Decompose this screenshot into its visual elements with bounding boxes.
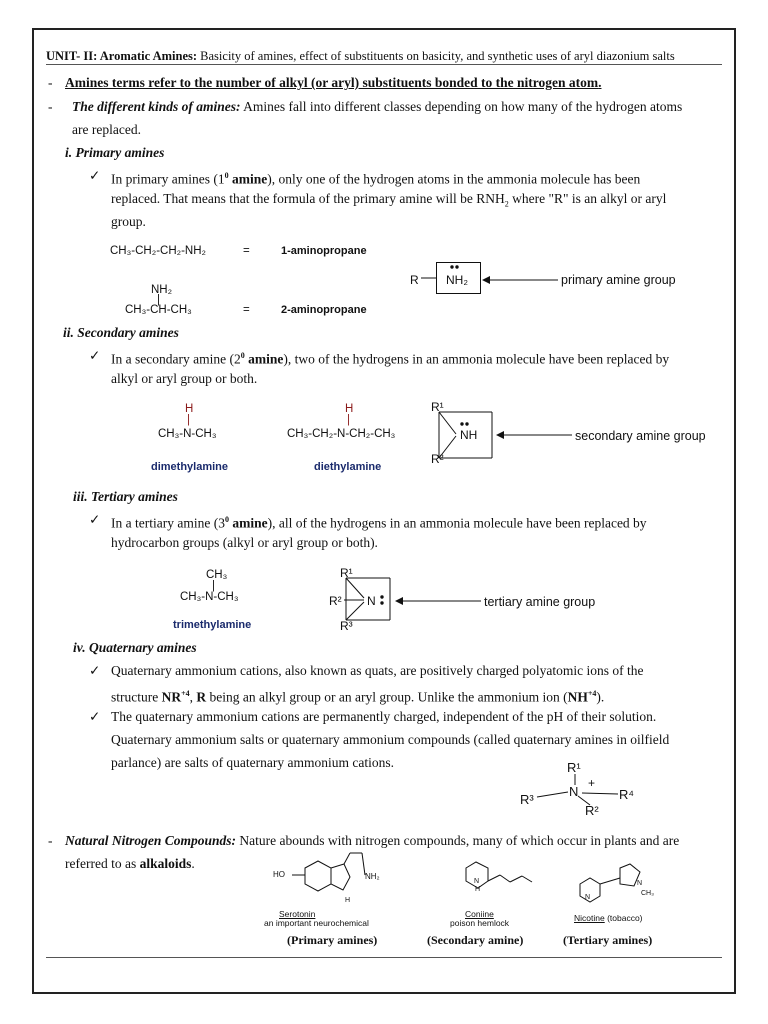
nicotine-n: N [637, 880, 643, 887]
isopropylamine-formula: CH₃-CH-CH₃ [125, 304, 192, 316]
quat-r4: R⁴ [619, 787, 634, 802]
bond-line [500, 875, 510, 882]
primary-text-2: replaced. That means that the formula of the primary amine will be $RNH_2$ where "R" is an alkyl or aryl [111, 191, 667, 209]
lone-pair [466, 423, 468, 425]
diethylamine-formula: CH₃-CH₂-N-CH₂-CH₃ [287, 428, 396, 440]
diethyl-h: H [345, 403, 354, 415]
bond-line: | [347, 414, 350, 426]
bond-line [344, 853, 350, 864]
dimethylamine-formula: CH₃-N-CH₃ [158, 428, 217, 440]
quaternary-text-2: structure $NR^{+4}$, R being an alkyl group or an aryl group. Unlike the ammonium ion $(NH^{+4})$. [111, 689, 605, 705]
quat-r2: R² [585, 803, 599, 818]
n-group: N [367, 594, 376, 608]
nicotine-label: Nicotine (tobacco) [574, 913, 643, 923]
bond-line: | [157, 294, 160, 306]
serotonin-nh2: NH₂ [365, 872, 380, 881]
r3-label: R³ [340, 619, 353, 633]
dash-bullet: - [48, 75, 53, 90]
propylamine-formula: CH₃-CH₂-CH₂-NH₂ [110, 245, 207, 257]
check-bullet: ✓ [89, 168, 101, 183]
bond-line [522, 876, 532, 882]
trimethyl-ch3: CH₃ [206, 569, 228, 581]
isopropyl-nh2: NH₂ [151, 284, 173, 296]
kinds-line: The different kinds of amines: Amines fall into different classes depending on how many of the hydrogen atoms [72, 99, 683, 114]
bond-line [346, 602, 364, 620]
caption-secondary: (Secondary amine) [427, 933, 524, 947]
bond-line [488, 875, 500, 881]
dash-bullet: - [48, 99, 53, 114]
nicotine-pyridine-n: N [585, 894, 591, 901]
tertiary-heading: iii. Tertiary amines [73, 489, 178, 504]
secondary-text-1: In a secondary amine ($2^0$ amine), two of the hydrogens in an ammonia molecule have been replaced by [111, 351, 670, 367]
diethylamine-name: diethylamine [314, 461, 382, 473]
propylamine-name: 1-aminopropane [281, 245, 367, 257]
bond-line [600, 878, 620, 884]
bond-line [362, 853, 365, 875]
bond-line: | [212, 580, 215, 592]
tertiary-group-label: tertiary amine group [484, 595, 596, 609]
serotonin-label: Serotonin [279, 909, 316, 919]
lone-pair [461, 423, 463, 425]
r1-label: R¹ [340, 566, 353, 580]
trimethylamine-name: trimethylamine [173, 619, 252, 631]
unit-subtitle: Basicity of amines, effect of substituents on basicity, and synthetic uses of aryl diazonium salts [197, 49, 675, 63]
primary-heading: i. Primary amines [65, 145, 165, 160]
isopropylamine-name: 2-aminopropane [281, 304, 367, 316]
r2-label: R² [329, 594, 342, 608]
check-bullet: ✓ [89, 512, 101, 527]
secondary-text-2: alkyl or aryl group or both. [111, 371, 258, 386]
bond-line [537, 792, 568, 797]
bond-line [439, 412, 456, 434]
piperidine-ring [466, 862, 488, 888]
nh-group: NH [460, 428, 478, 442]
natural-line-1: Natural Nitrogen Compounds: Nature abounds with nitrogen compounds, many of which occur in plants and are [65, 833, 680, 848]
nh2-group: NH₂ [446, 273, 468, 287]
coniine-h: H [475, 886, 481, 893]
pyrrolidine-ring [620, 864, 643, 887]
tertiary-text-2: hydrocarbon groups (alkyl or aryl group or both). [111, 535, 378, 550]
secondary-group-label: secondary amine group [575, 429, 706, 443]
dash-bullet: - [48, 833, 53, 848]
coniine-n: N [474, 878, 480, 885]
dimethyl-h: H [185, 403, 194, 415]
kinds-line-2: are replaced. [72, 122, 141, 137]
quaternary-heading: iv. Quaternary amines [73, 640, 197, 655]
equals-sign: = [243, 304, 250, 316]
unit-title: UNIT- II: Aromatic Amines: [46, 49, 198, 63]
quaternary-text-4: Quaternary ammonium salts or quaternary ammonium compounds (called quaternary amines in oilfield [111, 732, 670, 747]
lone-pair [381, 596, 383, 598]
intro-line: Amines terms refer to the number of alkyl (or aryl) substituents bonded to the nitrogen atom. [65, 75, 602, 90]
quaternary-text-5: parlance) are salts of quaternary ammonium cations. [111, 755, 395, 770]
quat-r1: R¹ [567, 760, 581, 775]
bond-line [578, 796, 590, 805]
bond-line [346, 578, 364, 598]
quat-n: N [569, 784, 579, 799]
primary-text-3: group. [111, 214, 146, 229]
dimethylamine-name: dimethylamine [151, 461, 229, 473]
r2-label: R² [431, 452, 444, 466]
r-group: R [410, 273, 419, 287]
r1-label: R¹ [431, 400, 444, 414]
lone-pair [451, 266, 453, 268]
lone-pair [381, 602, 383, 604]
pyridine-ring [580, 878, 600, 902]
quaternary-text-3: The quaternary ammonium cations are permanently charged, independent of the pH of their solution. [111, 709, 657, 724]
coniine-sub: poison hemlock [450, 918, 510, 928]
check-bullet: ✓ [89, 663, 101, 678]
nicotine-ch3: CH₃ [641, 890, 654, 897]
primary-text-1: In primary amines ($1^0$ amine), only one of the hydrogen atoms in the ammonia molecule has been [111, 171, 641, 187]
serotonin-nh: H [345, 897, 351, 904]
coniine-label: Coniine [465, 909, 494, 919]
quat-plus: + [588, 776, 596, 790]
natural-line-2: referred to as alkaloids. [65, 856, 195, 871]
serotonin-sub: an important neurochemical [264, 918, 369, 928]
check-bullet: ✓ [89, 348, 101, 363]
bond-line [582, 793, 618, 794]
benzene-ring [305, 861, 331, 891]
bond-line: | [187, 414, 190, 426]
check-bullet: ✓ [89, 709, 101, 724]
bond-line [439, 436, 456, 458]
lone-pair [456, 266, 458, 268]
primary-group-label: primary amine group [561, 273, 676, 287]
tertiary-text-1: In a tertiary amine ($3^0$ amine), all of the hydrogens in an ammonia molecule have been replaced by [111, 515, 647, 531]
quaternary-text-1: Quaternary ammonium cations, also known as quats, are positively charged polyatomic ions of the [111, 663, 644, 678]
quat-r3: R³ [520, 792, 534, 807]
pyrrole-ring [331, 864, 350, 890]
caption-primary: (Primary amines) [287, 933, 378, 947]
trimethylamine-formula: CH₃-N-CH₃ [180, 591, 239, 603]
caption-tertiary: (Tertiary amines) [563, 933, 653, 947]
serotonin-ho: HO [273, 870, 285, 879]
bond-line [510, 876, 522, 882]
equals-sign: = [243, 245, 250, 257]
secondary-heading: ii. Secondary amines [63, 325, 179, 340]
